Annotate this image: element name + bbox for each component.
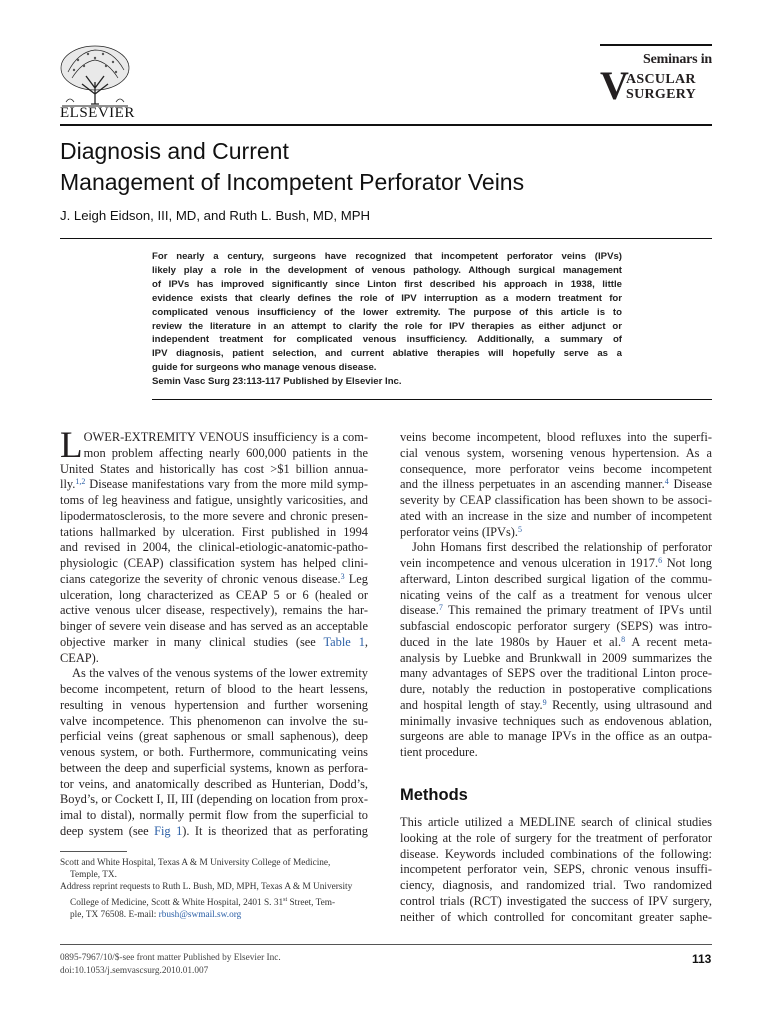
body-line: physiologic (CEAP) classification system has helped clini-: [60, 556, 368, 570]
figure-link[interactable]: Fig 1: [154, 823, 183, 838]
body-line: incompetent perforator vein, SEPS, chronic venous insuffi-: [400, 862, 712, 877]
abstract-line: guide for surgeons who manage venous disease.: [152, 362, 377, 374]
journal-line2: ASCULAR: [626, 72, 696, 87]
citation-ref[interactable]: 4: [664, 477, 669, 487]
body-line: vein incompetence and venous ulceration in 1917.$^6$ Not long: [400, 556, 712, 570]
body-right-column: [400, 430, 712, 761]
footnote-line: Scott and White Hospital, Texas A & M University College of Medicine,: [60, 858, 331, 868]
body-line: United States and historically has cost >$1 billion annua-: [60, 461, 368, 476]
body-line: ciency, diagnosis, and randomized trial. Two randomized: [400, 878, 712, 892]
body-line: become incompetent, return of blood to the heart lessens,: [60, 682, 368, 696]
body-line: tations hallmarked by ulceration. First published in 1994: [60, 524, 368, 539]
citation-ref[interactable]: 1,2: [75, 477, 86, 487]
body-line: OWER-EXTREMITY VENOUS insufficiency is a com-: [83, 430, 368, 444]
abstract-line: independent treatment for complicated venous insufficiency. Additionally, a summary of: [152, 334, 622, 346]
body-line: and revised in 2004, the clinical-etiologic-anatomic-patho-: [60, 540, 368, 555]
body-line: tient procedure.: [400, 745, 478, 759]
body-line: active venous ulcer disease, respectively), remains the har-: [60, 603, 368, 618]
body-line: tor veins, and anatomically described as Hunterian, Dodd’s,: [60, 776, 368, 791]
body-line: afterward, Linton described surgical ligation of the commu-: [400, 571, 712, 586]
journal-logo: [600, 44, 712, 108]
body-line: nicating veins of the calf as a treatment for venous ulcer: [400, 587, 712, 602]
footnote-line: College of Medicine, Scott & White Hospital, 2401 S. 31st Street, Tem-: [70, 896, 336, 908]
publisher-name: ELSEVIER: [60, 105, 135, 121]
body-line: ulceration, long characterized as CEAP 5 or 6 (healed or: [60, 587, 368, 602]
email-link[interactable]: rbush@swmail.sw.org: [158, 909, 242, 920]
body-line: valve incompetence. This phenomenon can involve the su-: [60, 713, 368, 728]
footnote-line: ple, TX 76508. E-mail: rbush@swmail.sw.org: [70, 909, 242, 920]
body-line: lipodermatosclerosis, to the more severe and chronic presen-: [60, 508, 368, 523]
page-number: 113: [692, 952, 712, 966]
body-line: John Homans first described the relationship of perforator: [412, 540, 712, 555]
abstract: [152, 250, 622, 389]
citation-ref[interactable]: 9: [542, 697, 547, 707]
body-line: and the illness perpetuates in an ascending manner.$^4$ Disease: [400, 477, 712, 492]
abstract-line: likely play a role in the development of venous pathology. Although surgical management: [152, 264, 622, 276]
body-line: and hospital length of stay.$^9$ Recently, using ultrasound and: [400, 697, 712, 712]
section-heading-methods: Methods: [400, 786, 468, 804]
copyright-line: 0895-7967/10/$-see front matter Published by Elsevier Inc.: [60, 953, 281, 963]
body-line: analysis by Luebke and Brunkwall in 2009 summarizes the: [400, 650, 712, 665]
body-line: ated with an increase in the size and number of incompetent: [400, 508, 712, 523]
abstract-top-rule: [60, 238, 712, 239]
body-line: cial venous system, worsening venous hypertension. As a: [400, 445, 712, 460]
body-line: venous system, or both. Furthermore, communicating veins: [60, 745, 368, 759]
abstract-bottom-rule: [152, 399, 712, 400]
abstract-line: review the literature in an attempt to clarify the role for IPV therapies as either adjunct or: [152, 320, 622, 332]
affiliation-footnote: [60, 857, 370, 921]
citation-ref[interactable]: 3: [340, 571, 345, 581]
body-line: disease. Keywords included combinations of the following:: [400, 846, 712, 861]
body-line: perforator veins (IPVs).$^5$: [400, 524, 523, 539]
body-line: lly.$^{1,2}$ Disease manifestations vary from the more mild symp-: [60, 477, 368, 492]
title-line-1: Diagnosis and Current: [60, 138, 289, 164]
footer-rule: [60, 944, 712, 945]
body-line: disease.$^7$ This remained the primary treatment of IPVs until: [400, 603, 712, 618]
article-authors: J. Leigh Eidson, III, MD, and Ruth L. Bush, MD, MPH: [60, 208, 371, 223]
article-title: [60, 136, 720, 198]
body-line: severity by CEAP classification has been shown to be associ-: [400, 493, 712, 507]
body-left-column: [60, 425, 369, 840]
body-line: As the valves of the venous systems of the lower extremity: [72, 666, 368, 681]
body-line: control trials (RCT) investigated the success of IPV surgery,: [400, 893, 712, 908]
citation-ref[interactable]: 5: [518, 524, 523, 534]
body-line: binger of severe vein disease and has served as an acceptable: [60, 619, 368, 633]
title-line-2: Management of Incompetent Perforator Veins: [60, 169, 525, 195]
body-line: veins become incompetent, blood refluxes into the superfi-: [400, 430, 712, 444]
citation-ref[interactable]: 7: [438, 603, 443, 613]
body-line: neither of which controlled for concomitant greater saphe-: [400, 909, 712, 924]
body-line: dure, notably the reduction in postoperative complications: [400, 682, 712, 696]
footnote-line: Address reprint requests to Ruth L. Bush, MD, MPH, Texas A & M University: [60, 882, 353, 893]
footer-info: [60, 952, 281, 978]
journal-line3: SURGERY: [626, 87, 697, 102]
footnote-rule: [60, 851, 127, 852]
elsevier-tree-logo: [58, 42, 132, 110]
abstract-line: of IPVs has improved significantly since Linton first described his approach in 1938, little: [152, 278, 622, 290]
body-line: surgeons are able to manage IPVs in the office as an outpa-: [400, 729, 712, 744]
body-line: deep system (see Fig 1). It is theorized that as perforating: [60, 823, 369, 838]
body-line: This article utilized a MEDLINE search of clinical studies: [400, 815, 712, 829]
body-line: mon problem affecting nearly 600,000 patients in the: [83, 445, 368, 460]
body-line: perficial veins (great saphenous or small saphenous), deep: [60, 729, 368, 744]
journal-line1: Seminars in: [643, 52, 712, 67]
abstract-line: IPV diagnosis, patient selection, and current ablative therapies will hopefully serve as a: [152, 348, 622, 360]
abstract-line: For nearly a century, surgeons have recognized that incompetent perforator veins (IPVs): [152, 251, 622, 262]
body-line: objective marker in many clinical studies (see Table 1,: [60, 634, 368, 649]
journal-initial: V: [600, 63, 629, 108]
body-line: imal to distal), normally permit flow from the superficial to: [60, 808, 368, 822]
citation-ref[interactable]: 8: [621, 634, 626, 644]
citation-ref[interactable]: 6: [658, 556, 663, 565]
body-line: Boyd’s, or Cockett I, II, III (depending on location from prox-: [60, 792, 368, 807]
doi-line: doi:10.1053/j.semvascsurg.2010.01.007: [60, 966, 209, 976]
body-line: toms of leg heaviness and fatigue, unsightly varicosities, and: [60, 493, 368, 507]
body-line: CEAP).: [60, 650, 99, 665]
table-link[interactable]: Table 1: [323, 634, 365, 649]
body-line: subfascial endoscopic perforator surgery (SEPS) was intro-: [400, 619, 712, 633]
abstract-line: complicated venous insufficiency of the lower extremity. The purpose of this article is to: [152, 306, 622, 318]
footnote-line: Temple, TX.: [70, 870, 117, 881]
body-line: between the deep and superficial systems, known as perfora-: [60, 760, 368, 775]
drop-cap: L: [60, 425, 83, 466]
methods-text: [400, 815, 712, 925]
abstract-line: evidence exists that clearly defines the role of IPV interruption as a modern treatment for: [152, 292, 622, 304]
abstract-citation: Semin Vasc Surg 23:113-117 Published by Elsevier Inc.: [152, 376, 402, 388]
body-line: cians categorize the severity of chronic venous disease.$^3$ Leg: [60, 571, 368, 586]
body-line: minimally invasive techniques such as endovenous ablation,: [400, 713, 712, 728]
body-line: duced in the late 1980s by Hauer et al.$^8$ A recent meta-: [400, 634, 712, 649]
body-line: looking at the role of surgery for the treatment of perforator: [400, 830, 712, 845]
body-line: resulting in venous hypertension and further worsening: [60, 697, 368, 712]
body-line: many advantages of SEPS over the traditional Linton proce-: [400, 666, 712, 681]
header-rule: [60, 124, 712, 126]
body-line: consequence, more perforator veins become incompetent: [400, 461, 712, 476]
